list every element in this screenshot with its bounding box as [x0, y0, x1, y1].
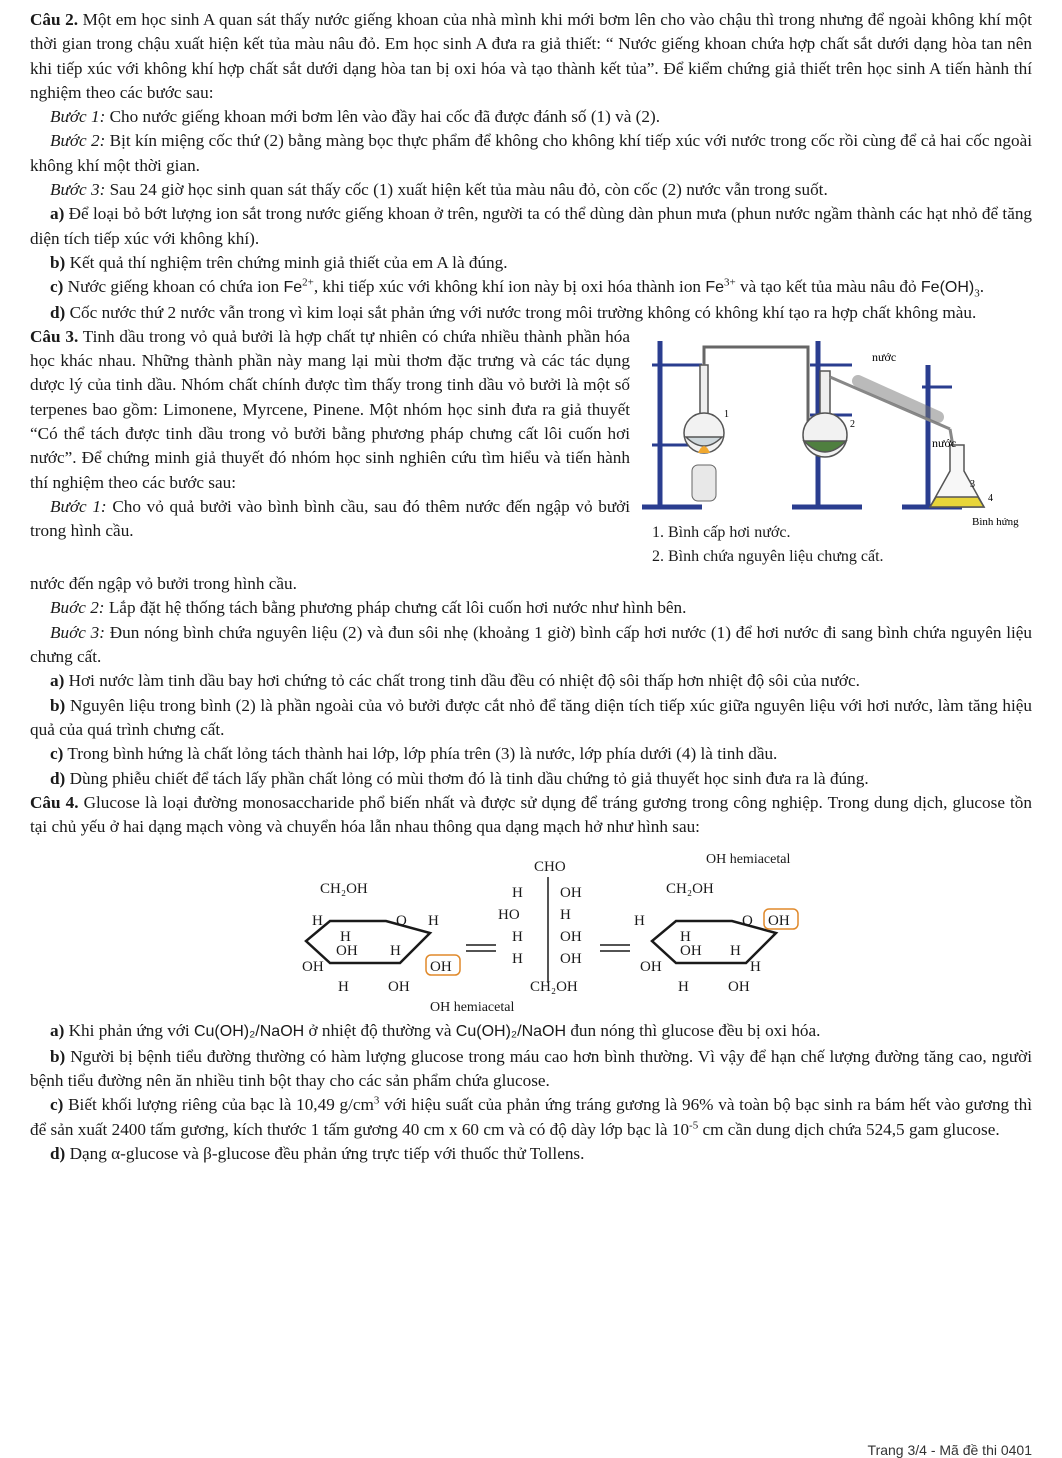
q3-step3: Buớc 3: Đun nóng bình chứa nguyên liệu (2) và đun sôi nhẹ (khoảng 1 giờ) bình cấp hơi nước (1) để hơi nước đi sang bình chứa nguyên liệu chưng cất.: [30, 622, 1033, 667]
q3-intro: Câu 3. Tinh dầu trong vỏ quả bưởi là hợp chất tự nhiên có chứa nhiều thành phần hóa học khác nhau. Những thành phần này mang lại mùi thơm đặc trưng và các tác dụng dược lý của tinh dầu. Nhóm chất chính được tìm thấy trong tinh dầu vỏ bưởi là một số terpenes bao gồm: Limonene, Myrcene, Pinene. Một nhóm học sinh đưa ra giả thuyết “Có thể tách được tinh dầu trong vỏ bưởi bằng phương pháp chưng cất lôi cuốn hơi nước”. Để chứng minh giả thuyết đó nhóm học sinh nghiên cứu tìm hiểu và tiến hành thí nghiệm theo các bước sau:: [30, 326, 630, 492]
svg-text:OH: OH: [388, 979, 410, 996]
svg-text:OH: OH: [640, 959, 662, 976]
q4-option-d: d) Dạng α-glucose và β-glucose đều phản ứng trực tiếp với thuốc thử Tollens.: [50, 1143, 585, 1163]
label-3: 3: [970, 478, 975, 490]
q3-step2: Buớc 2: Lắp đặt hệ thống tách bằng phương pháp chưng cất lôi cuốn hơi nước như hình bên.: [50, 598, 687, 618]
label-2: 2: [850, 418, 855, 430]
q3-title: Câu 3.: [30, 326, 79, 346]
equilibrium-arrow-1: [466, 945, 496, 951]
beta-glucose-structure: [634, 852, 798, 1019]
svg-text:OH: OH: [560, 929, 582, 946]
distillation-figure: [632, 325, 1032, 572]
svg-text:OH: OH: [302, 959, 324, 976]
label-1: 1: [724, 408, 729, 420]
q2-step3: Bước 3: Sau 24 giờ học sinh quan sát thấy cốc (1) xuất hiện kết tủa màu nâu đỏ, còn cốc (2) nước vẫn trong suốt.: [50, 180, 828, 200]
label-receiver: Bình hứng: [972, 515, 1019, 528]
q4-option-b: b) Người bị bệnh tiểu đường thường có hàm lượng glucose trong máu cao hơn bình thường. Vì vậy để hạn chế lượng đường tăng cao, người bệnh tiểu đường nên ăn nhiều tinh bột thay cho các sản phẩm chứa glucose.: [30, 1046, 1033, 1091]
svg-text:H: H: [340, 929, 351, 946]
q3-option-b: b) Nguyên liệu trong bình (2) là phần ngoài của vỏ bưởi được cắt nhỏ để tăng diện tích tiếp xúc giữa nguyên liệu với hơi nước, làm tăng hiệu quả của quá trình chưng cất.: [30, 695, 1032, 739]
q3-step1-continued: nước đến ngập vỏ bưởi trong hình cầu.: [30, 574, 297, 594]
figure-caption-1: 1. Bình cấp hơi nước.: [652, 523, 791, 541]
q3-intro-row: [30, 325, 1032, 572]
q2-option-d: d) Cốc nước thứ 2 nước vẫn trong vì kim loại sắt phản ứng với nước trong môi trường không có không khí tạo ra hợp chất không màu.: [50, 302, 977, 322]
svg-text:H: H: [680, 929, 691, 946]
label-water-side: nước: [932, 435, 957, 450]
q2-step1: Bước 1: Cho nước giếng khoan mới bơm lên vào đầy hai cốc đã được đánh số (1) và (2).: [50, 107, 661, 127]
equilibrium-arrow-2: [600, 945, 630, 951]
q4-option-c: c) Biết khối lượng riêng của bạc là 10,49 $g/cm^3$ với hiệu suất của phản ứng tráng gương là 96% và toàn bộ bạc sinh ra bám hết vào gương thì để sản xuất 2400 tấm gương, kích thước 1 tấm gương 40 cm x 60 cm và có độ dày lớp bạc là $10^{-5}$ cm cần dung dịch chứa 524,5 gam glucose.: [30, 1094, 1033, 1139]
q3-option-c: c) Trong bình hứng là chất lỏng tách thành hai lớp, lớp phía trên (3) là nước, lớp phía dưới (4) là tinh dầu.: [50, 744, 778, 764]
svg-text:OH: OH: [560, 951, 582, 968]
page-footer: Trang 3/4 - Mã đề thi 0401: [867, 1442, 1032, 1458]
q2-title: Câu 2.: [30, 10, 79, 29]
svg-text:O: O: [396, 913, 407, 930]
label-water-top: nước: [872, 349, 897, 364]
svg-text:OH: OH: [680, 943, 702, 960]
svg-text:OH: OH: [728, 979, 750, 996]
steam-generator-flask: [684, 365, 724, 453]
figure-caption-2: 2. Bình chứa nguyên liệu chưng cất.: [652, 547, 884, 565]
svg-text:OH: OH: [336, 943, 358, 960]
q2-option-c: c) Nước giếng khoan có chứa ion $Fe^{2+}$, khi tiếp xúc với không khí ion này bị oxi hóa thành ion $Fe^{3+}$ và tạo kết tủa màu nâu đỏ $Fe(OH)_3$.: [50, 276, 985, 300]
svg-text:OH: OH: [430, 959, 452, 976]
svg-text:H: H: [390, 943, 401, 960]
svg-text:HO: HO: [498, 907, 520, 924]
svg-text:H: H: [730, 943, 741, 960]
q2-option-b: b) Kết quả thí nghiệm trên chứng minh giả thiết của em A là đúng.: [50, 252, 508, 272]
svg-text:CH₂OH: CH₂OH: [530, 979, 578, 996]
q4-intro: Câu 4. Glucose là loại đường monosaccharide phổ biến nhất và được sử dụng để tráng gương trong công nghiệp. Trong dung dịch, glucose tồn tại chủ yếu ở hai dạng mạch vòng và chuyển hóa lẫn nhau thông qua dạng mạch hở như hình sau:: [30, 792, 1032, 837]
svg-text:CH₂OH: CH₂OH: [320, 881, 368, 898]
svg-text:H: H: [512, 885, 523, 902]
svg-text:OH hemiacetal: OH hemiacetal: [430, 1000, 515, 1016]
svg-text:CHO: CHO: [534, 859, 566, 876]
label-4: 4: [988, 492, 993, 504]
svg-text:OH hemiacetal: OH hemiacetal: [706, 852, 791, 868]
svg-text:H: H: [428, 913, 439, 930]
svg-text:OH: OH: [768, 913, 790, 930]
q3-intro-column: [30, 325, 630, 572]
glucose-equilibrium-diagram: [30, 841, 1032, 1019]
svg-text:H: H: [338, 979, 349, 996]
q2-option-a: a) Để loại bỏ bớt lượng ion sắt trong nước giếng khoan ở trên, người ta có thể dùng dàn phun mưa (phun nước ngầm thành các hạt nhỏ để tăng diện tích tiếp xúc với không khí).: [30, 204, 1033, 248]
svg-text:O: O: [742, 913, 753, 930]
glucose-structures-figure: [30, 841, 1032, 1019]
q3-option-a: a) Hơi nước làm tinh dầu bay hơi chứng tỏ các chất trong tinh dầu đều có nhiệt độ sôi thấp hơn nhiệt độ sôi của nước.: [50, 671, 860, 691]
svg-text:OH: OH: [560, 885, 582, 902]
q4-title: Câu 4.: [30, 792, 79, 812]
svg-text:H: H: [750, 959, 761, 976]
exam-page: [30, 8, 1032, 1166]
svg-text:H: H: [678, 979, 689, 996]
burner: [692, 446, 716, 501]
svg-text:CH₂OH: CH₂OH: [666, 881, 714, 898]
q4-option-a: a) Khi phản ứng với Cu(OH)₂/NaOH ở nhiệt độ thường và Cu(OH)₂/NaOH đun nóng thì glucose đều bị oxi hóa.: [50, 1021, 821, 1041]
svg-text:H: H: [634, 913, 645, 930]
q2-intro: Câu 2. Một em học sinh A quan sát thấy nước giếng khoan của nhà mình khi mới bơm lên cho vào chậu thì trong nhưng để ngoài không khí một thời gian trong chậu xuất hiện kết tủa màu nâu đỏ. Em học sinh A đưa ra giả thiết: “ Nước giếng khoan chứa hợp chất sắt dưới dạng hòa tan nên khi tiếp xúc với không khí hợp chất sắt dưới dạng hòa tan bị oxi hóa và tạo thành kết tủa”. Để kiểm chứng giả thiết trên học sinh A tiến hành thí nghiệm theo các bước sau:: [30, 10, 1033, 102]
open-chain-glucose-structure: [430, 859, 582, 1019]
q2-step2: Bước 2: Bịt kín miệng cốc thứ (2) bằng màng bọc thực phẩm để không cho không khí tiếp xúc với nước trong cốc rồi cùng để cả hai cốc ngoài không khí một thời gian.: [30, 131, 1032, 175]
svg-text:H: H: [560, 907, 571, 924]
q3-step1: Bước 1: Cho vỏ quả bưởi vào bình bình cầu, sau đó thêm nước đến ngập vỏ bưởi trong hình cầu.: [30, 496, 630, 541]
svg-text:H: H: [512, 929, 523, 946]
svg-text:H: H: [512, 951, 523, 968]
q3-option-d: d) Dùng phiễu chiết để tách lấy phần chất lỏng có mùi thơm đó là tinh dầu chứng tỏ giả thuyết học sinh đưa ra là đúng.: [50, 768, 869, 788]
alpha-glucose-structure: [302, 881, 460, 1019]
svg-text:H: H: [312, 913, 323, 930]
receiving-flask: [930, 445, 984, 507]
